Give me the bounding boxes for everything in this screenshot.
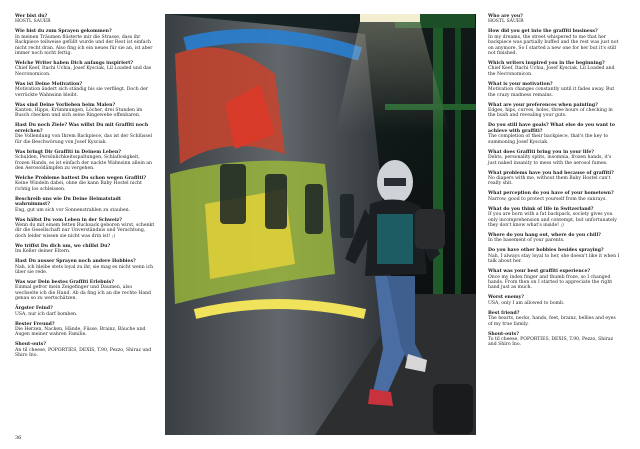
interview-german-column [15, 14, 155, 363]
question: Do you still have goals? What else do you want to achieve with graffiti? [488, 123, 615, 134]
question: What perception do you have of your hometown? [488, 191, 614, 197]
question: What problems have you had because of graffiti? [488, 170, 614, 176]
qa-block [488, 295, 620, 306]
question: Where do you hang out, where do you chill? [488, 232, 601, 238]
question: Beschreib uns wie Du Deine Heimatstadt wahrnimmst? [15, 196, 121, 208]
qa-block [15, 306, 155, 317]
question: Do you have other hobbies besides spraying? [488, 248, 604, 254]
answer: Schulden, Persönlichkeitsspaltungen, Schlaflosigkeit, frozen Hands, es ist einfach der nackte Wahnsinn allein an den Aerosoldämpfen zu vergehen. [15, 155, 152, 171]
interview-english-column [488, 14, 620, 352]
qa-block [15, 103, 155, 119]
qa-block [488, 248, 620, 264]
question: Bester Freund? [15, 321, 55, 327]
qa-block [15, 123, 155, 145]
qa-block [488, 233, 620, 244]
answer: Die Herzen, Nacken, Hände, Füsse, Brainz, Bäuche und Augen meiner wahren Familie. [15, 327, 146, 338]
question: What is your motivation? [488, 81, 553, 87]
question: What does Graffiti bring you in your life? [488, 149, 594, 155]
qa-block [488, 311, 620, 327]
answer: Nah, I always stay loyal to her, she doesn't like it when I talk about her. [488, 253, 620, 265]
answer: Debts, personality splits, insomnia, frozen hands, it's just naked insanity to mess with the aerosol fumes. [488, 155, 612, 166]
answer: Motivation changes constantly until it fades away. But the crazy madness remains. [488, 87, 615, 98]
answer: Die Vollendung von Ihrem Backpiece, das ist der Schlüssel für die Beschwörung von Josef Kysciak. [15, 134, 152, 145]
qa-block [488, 103, 620, 119]
qa-block [15, 14, 155, 25]
qa-block [488, 269, 620, 291]
question: Hast Du noch Ziele? Was willst Du mit Graffiti noch erreichen? [15, 123, 149, 134]
question: Wer bist du? [15, 14, 48, 19]
answer: If you are born with a fat backpack, society gives you only incomprehension and contempt, but unfortunately they don't know what's inside! ;) [488, 212, 617, 228]
question: Was war Dein bestes Graffiti Erlebnis? [15, 279, 114, 285]
answer: Chief Keef, Itachi Uchia, Josef Kysciak, Lil Loaded and the Necronomicon. [488, 66, 615, 77]
question: Worst enemy? [488, 295, 524, 301]
answer: In meinen Träumen flüsterte mir die Strasse, dass ihr Backpiece teilweise gefüllt wurde und der Rest ist einfach nicht recht dran. Also fing ich ein neues für sie an, ist aber immer noch nicht fertig. [15, 34, 153, 57]
answer: An til cheese, POPORTIES, DEXIS, T.90, Pezzo, Shiraz und Shiro Ino. [15, 347, 152, 359]
qa-block [15, 280, 155, 302]
answer: To til cheese, POPORTIES, DEXIS, T.90, Pezzo, Shiraz and Shiro Ino. [488, 337, 614, 348]
qa-block [488, 123, 620, 145]
qa-block [15, 150, 155, 172]
question: Hast Du ausser Sprayen noch andere Hobbies? [15, 259, 136, 265]
question: What are your preferences when painting? [488, 102, 598, 108]
answer: Edges, hips, curves, holes, three hours of checking in the bush and revealing your guts. [488, 108, 613, 119]
question: Wo triffst Du dich um, wo chillst Du? [15, 243, 111, 249]
qa-block [488, 82, 620, 98]
question: Which writers inspired you in the beginning? [488, 61, 605, 67]
answer: Wenn du mit einem fetten Rucksack geboren wirst, schenkt dir die Gesellschaft nur Unverständnis und Verachtung, doch leider wissen sie nicht was drin ist! ;) [15, 222, 155, 239]
question: Was bringt Dir Graffiti in Deinem Leben? [15, 149, 121, 155]
qa-block [488, 171, 620, 187]
qa-block [15, 218, 155, 240]
qa-block [15, 176, 155, 192]
page-number: 36 [15, 435, 22, 441]
question: Was hältst Du vom Leben in der Schweiz? [15, 217, 122, 223]
question: Was sind Deine Vorlieben beim Malen? [15, 102, 116, 108]
qa-block [488, 332, 620, 348]
qa-block [15, 82, 155, 98]
question: Shout-outs? [488, 331, 519, 337]
question: Welche Probleme hattest Du schon wegen Graffiti? [15, 175, 147, 181]
qa-block [15, 61, 155, 77]
qa-block [15, 197, 155, 213]
qa-block [488, 29, 620, 56]
graffiti-train-photo [165, 14, 476, 435]
answer: Einmal gefror mein Zeigefinger und Daumen, also wechselte ich die Hand. Ab da fing ich an die rechte Hand genau so zu wertschätzen. [15, 285, 151, 302]
question: Welche Writer haben Dich anfangs inspiriert? [15, 61, 134, 67]
question: What do you think of life in Switzerland? [488, 206, 594, 212]
qa-block [15, 259, 155, 275]
qa-block [15, 29, 155, 56]
answer: HOSTL SAUER [15, 19, 51, 25]
answer: No diapers with me, without them Baby Hostel can't really shit. [488, 175, 611, 187]
answer: Keine Windeln dabei, ohne die kann Baby Hostel nicht richtig los schleissen. [15, 181, 142, 192]
answer: In my dreams, the street whispered to me that her backpiece was partially buffed and the rest was just not on anymore. So I started a new one for her but it's still not finished. [488, 34, 619, 57]
answer: Nah, ich bleibe stets loyal zu ihr, sie mag es nicht wenn ich über sie rede. [15, 264, 154, 275]
qa-block [15, 342, 155, 358]
answer: Narrow, good to protect yourself from the sunrays. [488, 196, 607, 202]
answer: In the basement of your parents. [488, 238, 565, 244]
qa-block [15, 322, 155, 338]
qa-block [488, 61, 620, 77]
answer: Im Keller deiner Eltern. [15, 249, 71, 255]
question: Was ist Deine Motivation? [15, 81, 83, 87]
qa-block [488, 191, 620, 202]
answer: Once my index finger and thumb froze, so I changed hands. From then on I started to appreciate the right hand just as much. [488, 274, 613, 291]
question: Shout-outs? [15, 342, 46, 348]
question: Wie bist du zum Sprayen gekommen? [15, 29, 112, 35]
question: How did you get into the graffiti business? [488, 29, 598, 35]
answer: Eng, gut um sich vor Sonnenstrahlen zu stauben. [15, 207, 131, 213]
question: Best friend? [488, 310, 520, 316]
answer: The completion of their backpiece, that's the key to summoning Josef Kysciak. [488, 134, 609, 145]
answer: Motivation ändert sich ständig bis sie verfliegt. Doch der verrückte Wahnsinn bleibt. [15, 87, 149, 98]
qa-block [488, 207, 620, 229]
question: Who are you? [488, 14, 523, 19]
answer: Kanten, Hipps, Krümmungen, Löcher, drei Stunden im Busch checken und sich seine Ringewebe offenbaren. [15, 108, 143, 119]
question: Ärgster Feind? [15, 306, 53, 312]
qa-block [15, 244, 155, 255]
answer: USA, only I am allowed to bomb. [488, 300, 565, 306]
answer: USA, nur ich darf bomben. [15, 311, 78, 317]
photo-illustration [165, 14, 476, 435]
answer: The hearts, necks, hands, feet, brainz, bellies and eyes of my true family. [488, 316, 616, 327]
qa-block [488, 14, 620, 25]
qa-block [488, 150, 620, 166]
question: What was your best graffiti experience? [488, 269, 591, 275]
answer: HOSTL SAUER [488, 19, 524, 25]
answer: Chief Keef, Itachi Uchia, Josef Kysciak, Lil Loaded und das Necronomicon. [15, 66, 152, 77]
